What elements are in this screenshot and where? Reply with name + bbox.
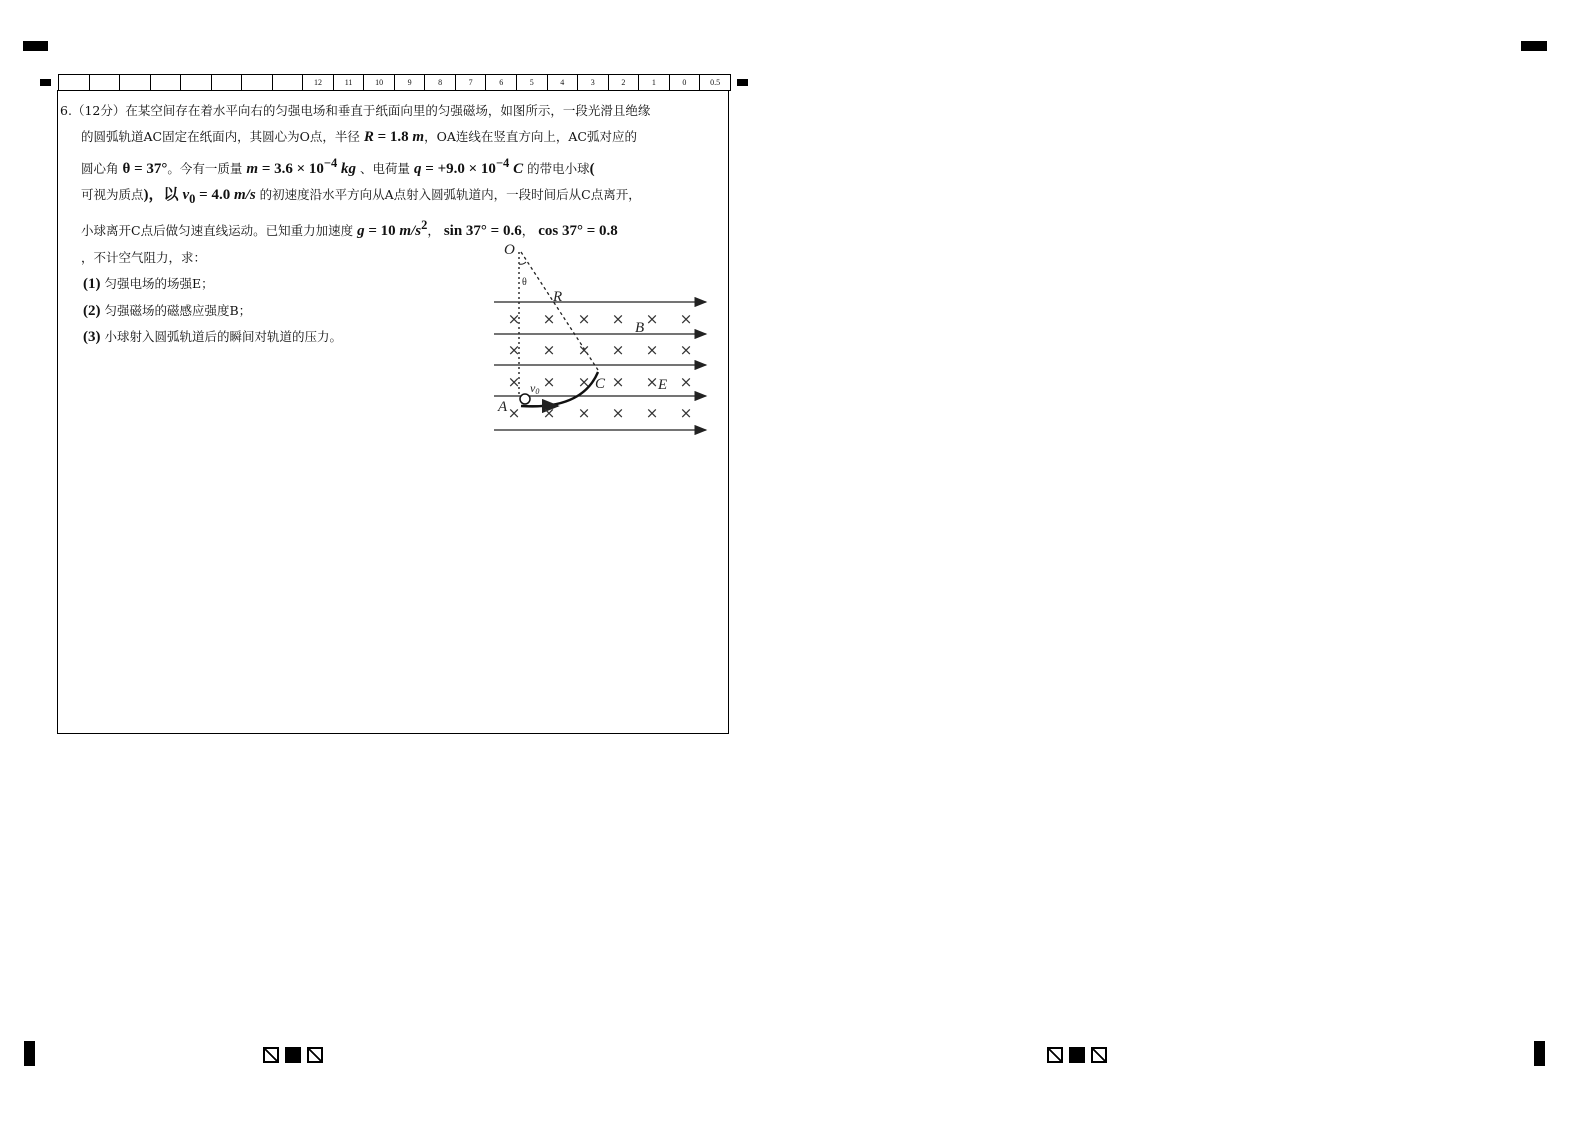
score-cell[interactable] bbox=[120, 75, 151, 91]
cross-mark: × bbox=[645, 404, 659, 422]
ball bbox=[520, 394, 530, 404]
physics-figure bbox=[492, 240, 712, 435]
score-cell[interactable] bbox=[181, 75, 212, 91]
page-code-left bbox=[263, 1047, 323, 1063]
cross-mark: × bbox=[679, 310, 693, 328]
question-text-segment: )，以 bbox=[143, 187, 179, 204]
formula-subscript: 0 bbox=[189, 192, 196, 207]
theta-arc bbox=[519, 262, 526, 264]
question-text-segment: 的带电小球 bbox=[527, 160, 590, 176]
formula-value: = 4.0 bbox=[195, 187, 234, 204]
question-text-segment: 圆心角 bbox=[81, 160, 119, 176]
cross-mark: × bbox=[611, 341, 625, 359]
formula-unit: C bbox=[513, 160, 524, 177]
formula-cos: cos 37° = 0.8 bbox=[538, 223, 618, 240]
cross-mark: × bbox=[577, 404, 591, 422]
formula-sin: sin 37° = 0.6 bbox=[443, 223, 522, 240]
page-code-right bbox=[1047, 1047, 1107, 1063]
label-a: A bbox=[498, 399, 508, 415]
code-mark-empty bbox=[1047, 1047, 1063, 1063]
cross-mark: × bbox=[507, 341, 521, 359]
question-line-3 bbox=[60, 151, 720, 183]
sub-question-number: (3) bbox=[83, 329, 101, 346]
question-line-1 bbox=[60, 98, 720, 124]
cross-mark: × bbox=[611, 373, 625, 391]
score-cell[interactable]: 2 bbox=[608, 75, 639, 91]
formula-value: = 1.8 bbox=[373, 128, 413, 145]
score-cell[interactable]: 0 bbox=[669, 75, 700, 91]
cross-mark: × bbox=[542, 373, 556, 391]
cross-mark: × bbox=[679, 341, 693, 359]
label-c: C bbox=[595, 376, 606, 392]
cross-mark: × bbox=[507, 310, 521, 328]
cross-mark: × bbox=[577, 341, 591, 359]
cross-mark: × bbox=[645, 310, 659, 328]
corner-mark-top-left bbox=[23, 41, 48, 51]
score-cell[interactable] bbox=[242, 75, 273, 91]
question-line-4 bbox=[60, 182, 720, 213]
question-text-segment: 、电荷量 bbox=[360, 160, 411, 176]
formula-symbol: g bbox=[357, 223, 365, 240]
code-mark-filled bbox=[285, 1047, 301, 1063]
question-points: （12分） bbox=[71, 103, 126, 118]
question-number: 6. bbox=[60, 103, 72, 118]
formula-symbol: m bbox=[246, 160, 259, 177]
question-text-segment: ，OA连线在竖直方向上，AC弧对应的 bbox=[424, 128, 637, 144]
sub-question-text: 匀强电场的场强E； bbox=[104, 275, 214, 291]
formula-unit: kg bbox=[341, 160, 357, 177]
formula-unit: m/s bbox=[233, 187, 256, 204]
code-mark-filled bbox=[1069, 1047, 1085, 1063]
corner-mark-bottom-right bbox=[1534, 1041, 1545, 1066]
sub-question-number: (2) bbox=[83, 302, 101, 319]
cross-mark: × bbox=[542, 310, 556, 328]
score-cell[interactable]: 6 bbox=[486, 75, 517, 91]
sub-question-text: 小球射入圆弧轨道后的瞬间对轨道的压力。 bbox=[104, 329, 342, 345]
cross-mark: × bbox=[645, 341, 659, 359]
label-e: E bbox=[658, 377, 668, 393]
formula-angle: θ = 37° bbox=[122, 160, 168, 177]
code-mark-empty bbox=[307, 1047, 323, 1063]
score-cell[interactable] bbox=[272, 75, 303, 91]
score-cell[interactable] bbox=[150, 75, 181, 91]
score-cell[interactable]: 11 bbox=[333, 75, 364, 91]
score-table bbox=[58, 74, 731, 91]
cross-mark: × bbox=[611, 310, 625, 328]
cross-mark: × bbox=[542, 404, 556, 422]
formula-velocity bbox=[182, 187, 256, 207]
score-cell[interactable]: 12 bbox=[303, 75, 334, 91]
corner-mark-bottom-left bbox=[24, 1041, 35, 1066]
formula-gravity bbox=[357, 218, 428, 240]
question-text-segment: ，不计空气阻力，求： bbox=[81, 249, 207, 265]
formula-value: = +9.0 × 10 bbox=[421, 160, 496, 177]
question-text-segment: 的圆弧轨道AC固定在纸面内，其圆心为O点，半径 bbox=[81, 128, 360, 144]
cross-mark: × bbox=[645, 373, 659, 391]
cross-mark: × bbox=[679, 373, 693, 391]
cross-mark: × bbox=[507, 373, 521, 391]
label-v0-symbol: v bbox=[530, 381, 536, 395]
label-v0-subscript: 0 bbox=[535, 387, 540, 396]
sub-question-number: (1) bbox=[83, 275, 101, 292]
code-mark-empty bbox=[1091, 1047, 1107, 1063]
score-cell[interactable]: 3 bbox=[578, 75, 609, 91]
formula-symbol: R bbox=[363, 128, 374, 145]
formula-value: = 3.6 × 10 bbox=[258, 160, 324, 177]
question-text-segment: 可视为质点 bbox=[81, 187, 144, 203]
cross-mark: × bbox=[577, 373, 591, 391]
score-cell[interactable]: 0.5 bbox=[700, 75, 731, 91]
score-cell[interactable] bbox=[59, 75, 90, 91]
formula-symbol: q bbox=[414, 160, 422, 177]
score-row bbox=[59, 75, 731, 91]
label-v0 bbox=[530, 381, 539, 396]
question-text-segment: 在某空间存在着水平向右的匀强电场和垂直于纸面向里的匀强磁场，如图所示，一段光滑且绝缘 bbox=[125, 103, 651, 118]
question-text-segment: ( bbox=[589, 160, 595, 177]
formula-value: = 10 bbox=[364, 223, 400, 240]
corner-mark-top-right bbox=[1521, 41, 1547, 51]
code-mark-empty bbox=[263, 1047, 279, 1063]
cross-mark: × bbox=[577, 310, 591, 328]
formula-exponent: −4 bbox=[323, 155, 338, 170]
score-cell[interactable]: 8 bbox=[425, 75, 456, 91]
score-cell[interactable]: 5 bbox=[516, 75, 547, 91]
question-text-segment: 。今有一质量 bbox=[167, 160, 243, 176]
label-o: O bbox=[504, 242, 515, 258]
score-cell[interactable] bbox=[211, 75, 242, 91]
formula-radius bbox=[364, 129, 424, 145]
question-line-2 bbox=[60, 124, 720, 151]
formula-unit: m/s bbox=[399, 223, 422, 240]
row-mark-right bbox=[737, 79, 748, 86]
label-r: R bbox=[553, 289, 563, 305]
question-text-segment: 小球离开C点后做匀速直线运动。已知重力加速度 bbox=[81, 223, 354, 239]
sub-question-text: 匀强磁场的磁感应强度B； bbox=[104, 302, 252, 318]
score-cell[interactable]: 4 bbox=[547, 75, 578, 91]
cross-mark: × bbox=[611, 404, 625, 422]
row-mark-left bbox=[40, 79, 51, 86]
formula-exponent: 2 bbox=[421, 218, 428, 233]
formula-exponent: −4 bbox=[495, 155, 510, 170]
formula-charge bbox=[414, 155, 524, 177]
question-text-segment: 的初速度沿水平方向从A点射入圆弧轨道内，一段时间后从C点离开， bbox=[259, 187, 641, 203]
cross-mark: × bbox=[679, 404, 693, 422]
formula-unit: m bbox=[412, 128, 425, 145]
label-b: B bbox=[635, 320, 645, 336]
score-cell[interactable]: 10 bbox=[364, 75, 395, 91]
score-cell[interactable]: 1 bbox=[639, 75, 670, 91]
score-cell[interactable]: 9 bbox=[394, 75, 425, 91]
score-cell[interactable]: 7 bbox=[455, 75, 486, 91]
cross-mark: × bbox=[507, 404, 521, 422]
question-text-segment: ， bbox=[427, 223, 440, 239]
formula-symbol: v bbox=[182, 187, 190, 204]
field-lines bbox=[494, 302, 706, 430]
question-text-segment: ， bbox=[521, 223, 535, 239]
formula-mass bbox=[246, 155, 357, 177]
score-cell[interactable] bbox=[89, 75, 120, 91]
cross-mark: × bbox=[542, 341, 556, 359]
label-theta: θ bbox=[522, 277, 527, 288]
